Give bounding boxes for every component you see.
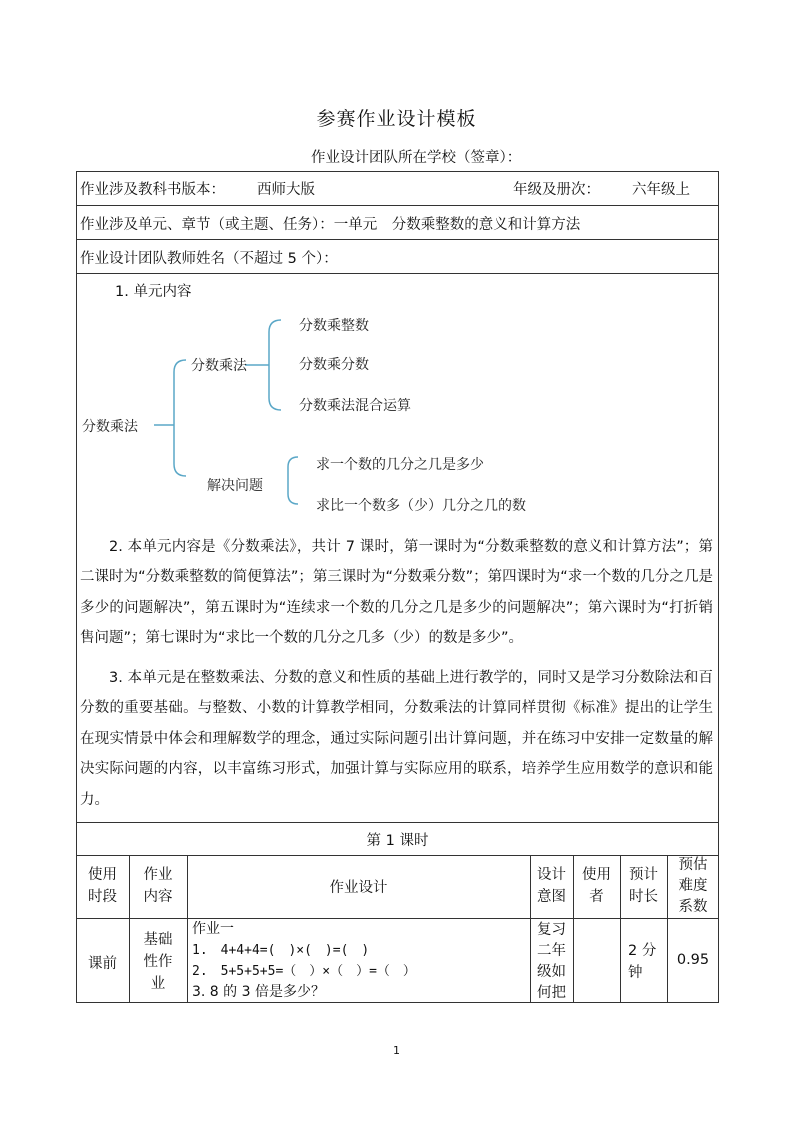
- tree-branch-problem-solving: 解决问题: [207, 478, 263, 494]
- table-rule: [76, 822, 719, 823]
- header-content: 作业 内容: [143, 867, 173, 905]
- table-rule: [76, 239, 719, 240]
- row-content: 基础 性作 业: [143, 932, 173, 992]
- tree-branch-multiplication: 分数乘法: [191, 358, 247, 374]
- grade-label: 年级及册次：: [513, 182, 600, 198]
- lesson-title: 第 1 课时: [366, 833, 429, 849]
- textbook-value: 西师大版: [257, 182, 315, 198]
- tree-leaf: 分数乘分数: [299, 357, 369, 373]
- grade-value: 六年级上: [632, 182, 690, 198]
- tree-leaf: 分数乘法混合运算: [299, 398, 411, 414]
- tree-root: 分数乘法: [82, 419, 138, 435]
- row-time: 2 分 钟: [628, 943, 657, 981]
- header-design: 作业设计: [329, 880, 388, 896]
- header-intent: 设计 意图: [537, 867, 566, 905]
- table-rule: [76, 273, 719, 274]
- header-user: 使用 者: [582, 867, 611, 905]
- row-intent: 复习 二年 级如 何把: [537, 922, 566, 1001]
- unit-paragraph-2: 2. 本单元内容是《分数乘法》，共计 7 课时，第一课时为“分数乘整数的意义和计算方法”；第二课时为“分数乘整数的简便算法”；第三课时为“分数乘分数”；第四课时为“求一个数的几分之几是多少的问题解决”，第五课时为“连续求一个数的几分之几是多少的问题解决”；第六课时为“打折销售问题”；第七课时为“求比一个数的几分之几多（少）的数是多少”。: [80, 539, 713, 647]
- school-label: 作业设计团队所在学校（签章）：: [311, 150, 522, 166]
- teacher-names: 作业设计团队教师姓名（不超过 5 个）：: [80, 251, 338, 267]
- table-rule: [76, 205, 719, 206]
- header-period: 使用 时段: [88, 867, 117, 905]
- unit-chapter: 作业涉及单元、章节（或主题、任务）：一单元 分数乘整数的意义和计算方法: [80, 217, 581, 233]
- unit-content-heading: 1. 单元内容: [115, 284, 192, 300]
- row-design: 作业一 1. 4+4+4=( )×( )=( ) 2. 5+5+5+5=（ ）×（ ）=（ ） 3. 8 的 3 倍是多少？: [192, 921, 416, 1000]
- textbook-label: 作业涉及教科书版本：: [80, 182, 225, 198]
- table-rule: [76, 855, 719, 856]
- page-title: 参赛作业设计模板: [316, 108, 477, 130]
- header-difficulty: 预估 难度 系数: [678, 857, 708, 915]
- unit-content-tree: [76, 300, 576, 525]
- tree-leaf: 分数乘整数: [299, 318, 369, 334]
- row-period: 课前: [88, 956, 117, 972]
- row-difficulty: 0.95: [676, 952, 710, 968]
- page-number: 1: [393, 1044, 400, 1057]
- header-time: 预计 时长: [629, 867, 658, 905]
- tree-leaf: 求比一个数多（少）几分之几的数: [316, 498, 526, 514]
- tree-leaf: 求一个数的几分之几是多少: [316, 457, 484, 473]
- unit-paragraph-3: 3. 本单元是在整数乘法、分数的意义和性质的基础上进行教学的，同时又是学习分数除法和百分数的重要基础。与整数、小数的计算教学相同，分数乘法的计算同样贯彻《标准》提出的让学生在现实情景中体会和理解数学的理念，通过实际问题引出计算问题，并在练习中安排一定数量的解决实际问题的内容，以丰富练习形式，加强计算与实际应用的联系，培养学生应用数学的意识和能力。: [80, 670, 713, 808]
